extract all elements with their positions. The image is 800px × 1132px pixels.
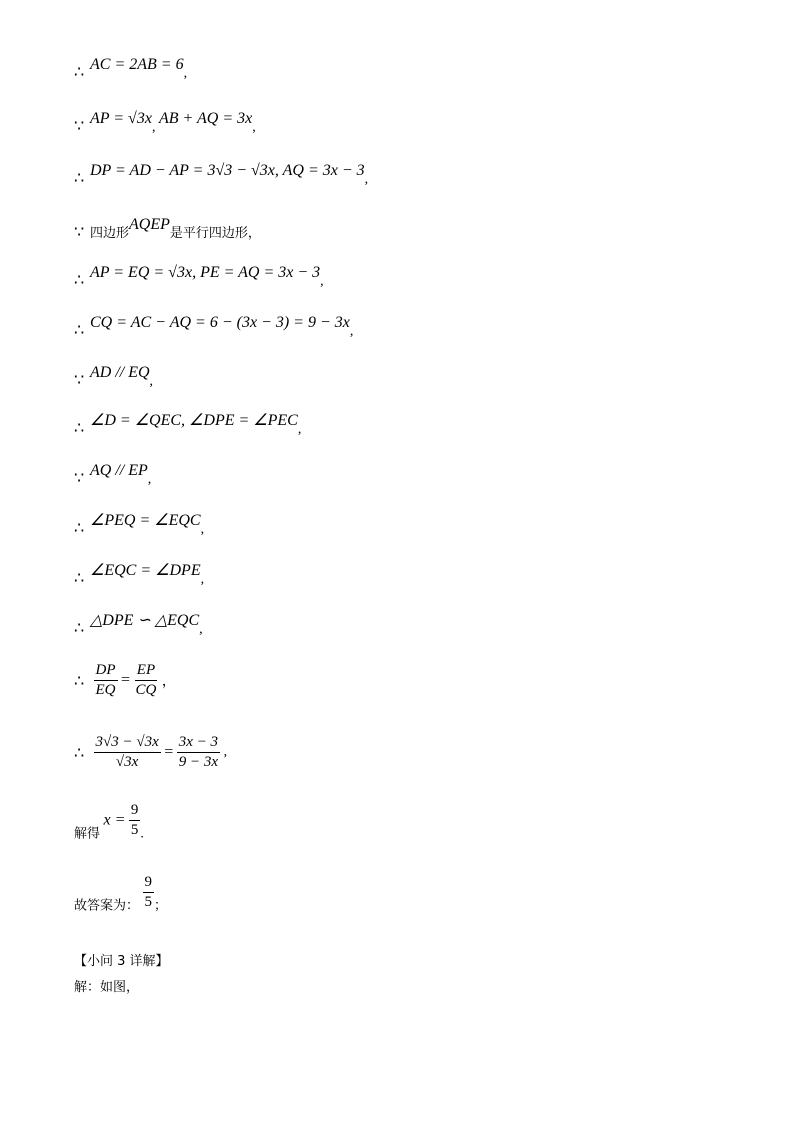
punctuation: , [183, 66, 188, 81]
step-ad-parallel [74, 364, 154, 390]
math-expression: AC = 2AB = 6 [90, 56, 184, 73]
math-expression: △DPE ∽ △EQC [90, 612, 200, 629]
therefore-symbol: ∴ [74, 62, 85, 81]
punctuation: ， [161, 674, 176, 690]
punctuation: , [223, 744, 228, 760]
step-angle-eqc [74, 562, 205, 588]
step-equation [74, 734, 227, 771]
step-dp-expression [74, 162, 369, 188]
punctuation: , [320, 274, 324, 289]
punctuation: , [151, 120, 156, 135]
step-cq-expression [74, 314, 354, 340]
therefore-symbol: ∴ [74, 743, 85, 762]
punctuation: , [252, 120, 256, 135]
therefore-symbol: ∴ [74, 270, 85, 289]
punctuation: , [199, 622, 203, 637]
math-expression: ∠D = ∠QEC, ∠DPE = ∠PEC [90, 412, 298, 429]
therefore-symbol: ∴ [74, 671, 85, 690]
step-ac-value [74, 56, 188, 82]
therefore-symbol: ∴ [74, 168, 85, 187]
math-expression: AQEP [129, 216, 170, 233]
numerator: DP [94, 662, 118, 681]
therefore-symbol: ∴ [74, 518, 85, 537]
punctuation: . [140, 826, 144, 842]
therefore-symbol: ∴ [74, 618, 85, 637]
because-symbol: ∵ [74, 468, 85, 487]
denominator: EQ [95, 682, 116, 698]
step-parallelogram [74, 216, 261, 242]
punctuation: , [349, 324, 354, 339]
math-expression-2: AB + AQ = 3x [158, 110, 253, 127]
equals-sign: = [164, 743, 174, 761]
math-expression: AP = EQ = √3x, PE = AQ = 3x − 3 [90, 264, 321, 281]
fraction-answer [143, 874, 155, 911]
numerator: 3x − 3 [177, 734, 220, 753]
math-expression: AP = √3x [90, 110, 152, 127]
denominator: 5 [130, 822, 139, 838]
punctuation: ； [154, 898, 168, 914]
denominator: 5 [144, 894, 153, 910]
therefore-symbol: ∴ [74, 320, 85, 339]
solution-start: 解：如图， [74, 980, 140, 995]
because-symbol: ∵ [74, 222, 85, 241]
punctuation: , [297, 422, 302, 437]
final-answer [74, 874, 167, 914]
chinese-text: 解得 [74, 826, 101, 842]
chinese-text: 故答案为： [74, 898, 140, 914]
fraction-right [177, 734, 220, 771]
math-expression: ∠EQC = ∠DPE [90, 562, 201, 579]
step-angle-d [74, 412, 302, 438]
because-symbol: ∵ [74, 370, 85, 389]
punctuation: , [147, 472, 152, 487]
fraction-ep-cq [134, 662, 159, 699]
equals-sign: = [121, 671, 131, 689]
math-expression: ∠PEQ = ∠EQC [90, 512, 201, 529]
step-ap-eq [74, 264, 324, 290]
punctuation: , [149, 374, 154, 389]
step-ratio [74, 662, 176, 699]
math-expression: DP = AD − AP = 3√3 − √3x, AQ = 3x − 3 [90, 162, 365, 179]
numerator: 3√3 − √3x [94, 734, 161, 753]
numerator: 9 [143, 874, 155, 893]
punctuation: , [200, 572, 205, 587]
math-variable: x = [103, 811, 126, 829]
punctuation: , [364, 172, 369, 187]
step-solve [74, 802, 144, 843]
step-ap-expression [74, 110, 256, 136]
chinese-text: 四边形 [90, 226, 130, 241]
section-heading: 【小问 3 详解】 [74, 954, 169, 969]
fraction-left [94, 734, 161, 771]
math-expression: AD // EQ [90, 364, 150, 381]
step-angle-peq [74, 512, 205, 538]
denominator: √3x [115, 754, 139, 770]
fraction-dp-eq [94, 662, 118, 699]
fraction-solution [129, 802, 141, 839]
step-aq-parallel [74, 462, 152, 488]
math-expression: AQ // EP [90, 462, 148, 479]
therefore-symbol: ∴ [74, 418, 85, 437]
step-similar-triangles [74, 612, 203, 638]
punctuation: , [200, 522, 205, 537]
therefore-symbol: ∴ [74, 568, 85, 587]
denominator: CQ [135, 682, 157, 698]
denominator: 9 − 3x [178, 754, 219, 770]
numerator: EP [135, 662, 157, 681]
numerator: 9 [129, 802, 141, 821]
chinese-text: 是平行四边形， [169, 226, 261, 241]
math-expression: CQ = AC − AQ = 6 − (3x − 3) = 9 − 3x [90, 314, 350, 331]
because-symbol: ∵ [74, 116, 85, 135]
